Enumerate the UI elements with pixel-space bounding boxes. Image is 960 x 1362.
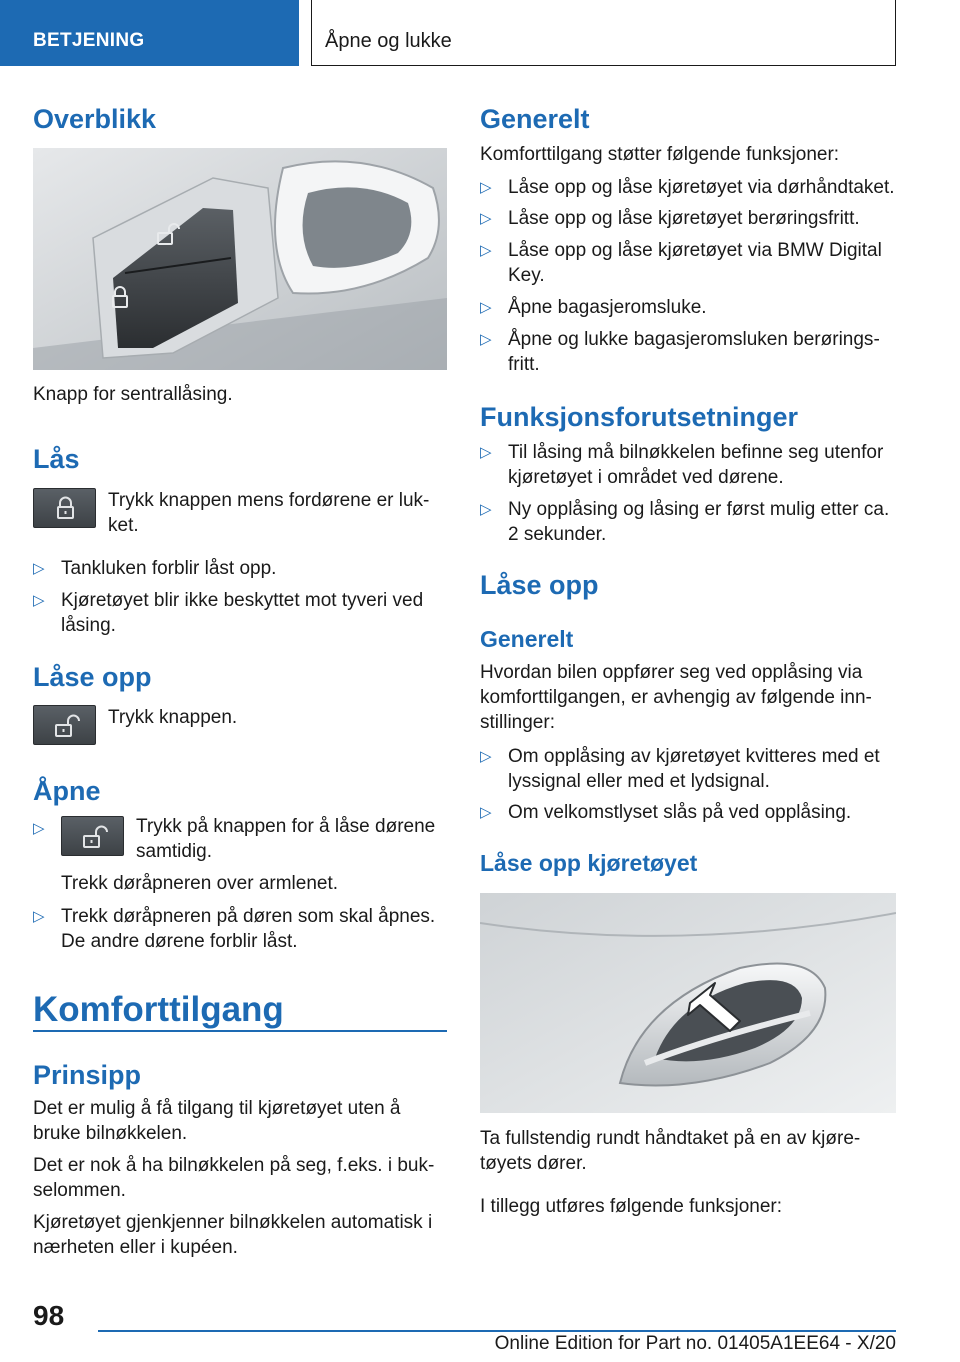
prinsipp-p1: Det er mulig å få tilgang til kjøretøyet uten å bruke bilnøkkelen. [33, 1098, 401, 1144]
lase-opp-text: Trykk knappen. [108, 707, 238, 728]
heading-generelt: Generelt [480, 104, 590, 134]
list-item: ▷ Åpne og lukke bagasjeromsluken berøringsfritt. [480, 329, 880, 375]
generelt-intro: Komforttilgang støtter følgende funksjoner: [480, 144, 840, 165]
tillegg-text: I tillegg utføres følgende funksjoner: [480, 1196, 783, 1217]
triangle-right-icon: ▷ [33, 908, 45, 925]
heading-overblikk: Overblikk [33, 104, 157, 134]
list-item: ▷ Kjøretøyet blir ikke beskyttet mot tyveri ved låsing. [33, 590, 424, 636]
triangle-right-icon: ▷ [480, 501, 492, 518]
list-item: ▷ Trekk døråpneren på døren som skal åpnes. De andre dørene forblir låst. [33, 906, 436, 952]
triangle-right-icon: ▷ [480, 179, 492, 196]
section-title: BETJENING [33, 30, 145, 51]
page-number: 98 [33, 1300, 65, 1331]
generelt2-text: Hvordan bilen oppfører seg ved opplåsing via komforttilgangen, er avhengig av følgende innstillinger: [480, 662, 872, 733]
unlock-icon [33, 705, 96, 745]
triangle-right-icon: ▷ [480, 299, 492, 316]
triangle-right-icon: ▷ [480, 748, 492, 765]
list-item: ▷ Om opplåsing av kjøretøyet kvitteres med et lyssignal eller med et lydsignal. [480, 746, 880, 792]
triangle-right-icon: ▷ [480, 444, 492, 461]
section-rule [33, 1030, 447, 1032]
triangle-right-icon: ▷ [480, 331, 492, 348]
heading-funksjonsforutsetninger: Funksjonsforutsetninger [480, 402, 799, 432]
footer-edition: Online Edition for Part no. 01405A1EE64 - X/20 [494, 1333, 896, 1354]
las-text: Trykk knappen mens fordørene er lukket. [108, 490, 430, 536]
image1-caption: Knapp for sentrallåsing. [33, 384, 233, 405]
footer-rule [98, 1330, 896, 1332]
prinsipp-p3: Kjøretøyet gjenkjenner bilnøkkelen automatisk i nærheten eller i kupéen. [33, 1212, 433, 1258]
heading-prinsipp: Prinsipp [33, 1060, 142, 1090]
list-item: ▷ Låse opp og låse kjøretøyet via dørhåndtaket. [480, 177, 895, 198]
heading-lase-opp-right: Låse opp [480, 570, 599, 600]
list-item: ▷ Låse opp og låse kjøretøyet berøringsfritt. [480, 208, 860, 229]
list-item: ▷ Låse opp og låse kjøretøyet via BMW Digital Key. [480, 240, 882, 286]
heading-komforttilgang: Komforttilgang [33, 990, 284, 1029]
door-handle-image [33, 148, 447, 370]
triangle-right-icon: ▷ [480, 804, 492, 821]
heading-las: Lås [33, 444, 80, 474]
apne-b1-sub: Trekk døråpneren over armlenet. [61, 873, 339, 894]
apne-b1-text: Trykk på knappen for å låse dørene samtidig. [136, 816, 436, 862]
heading-generelt-2: Generelt [480, 626, 574, 652]
outer-handle-image [480, 893, 896, 1113]
triangle-right-icon: ▷ [33, 820, 45, 837]
list-item: ▷ Tankluken forblir låst opp. [33, 558, 277, 579]
triangle-right-icon: ▷ [480, 210, 492, 227]
heading-lase-opp-kjoretoyet: Låse opp kjøretøyet [480, 850, 698, 876]
list-item: ▷ Til låsing må bilnøkkelen befinne seg utenfor kjøretøyet i området ved dørene. [480, 442, 884, 488]
triangle-right-icon: ▷ [33, 560, 45, 577]
chapter-title: Åpne og lukke [325, 30, 452, 52]
prinsipp-p2: Det er nok å ha bilnøkkelen på seg, f.eks. i bukselommen. [33, 1155, 435, 1201]
lock-icon [33, 488, 96, 528]
section-tab [0, 0, 299, 66]
heading-apne: Åpne [33, 776, 101, 806]
unlock-icon [61, 816, 124, 856]
heading-lase-opp: Låse opp [33, 662, 152, 692]
list-item: ▷ Om velkomstlyset slås på ved opplåsing. [480, 802, 852, 823]
image2-caption: Ta fullstendig rundt håndtaket på en av kjøretøyets dører. [480, 1128, 861, 1174]
chapter-box [311, 0, 896, 66]
list-item: ▷ Ny opplåsing og låsing er først mulig etter ca. 2 sekunder. [480, 499, 890, 545]
list-item: ▷ Åpne bagasjeromsluke. [480, 297, 707, 318]
triangle-right-icon: ▷ [33, 592, 45, 609]
triangle-right-icon: ▷ [480, 242, 492, 259]
